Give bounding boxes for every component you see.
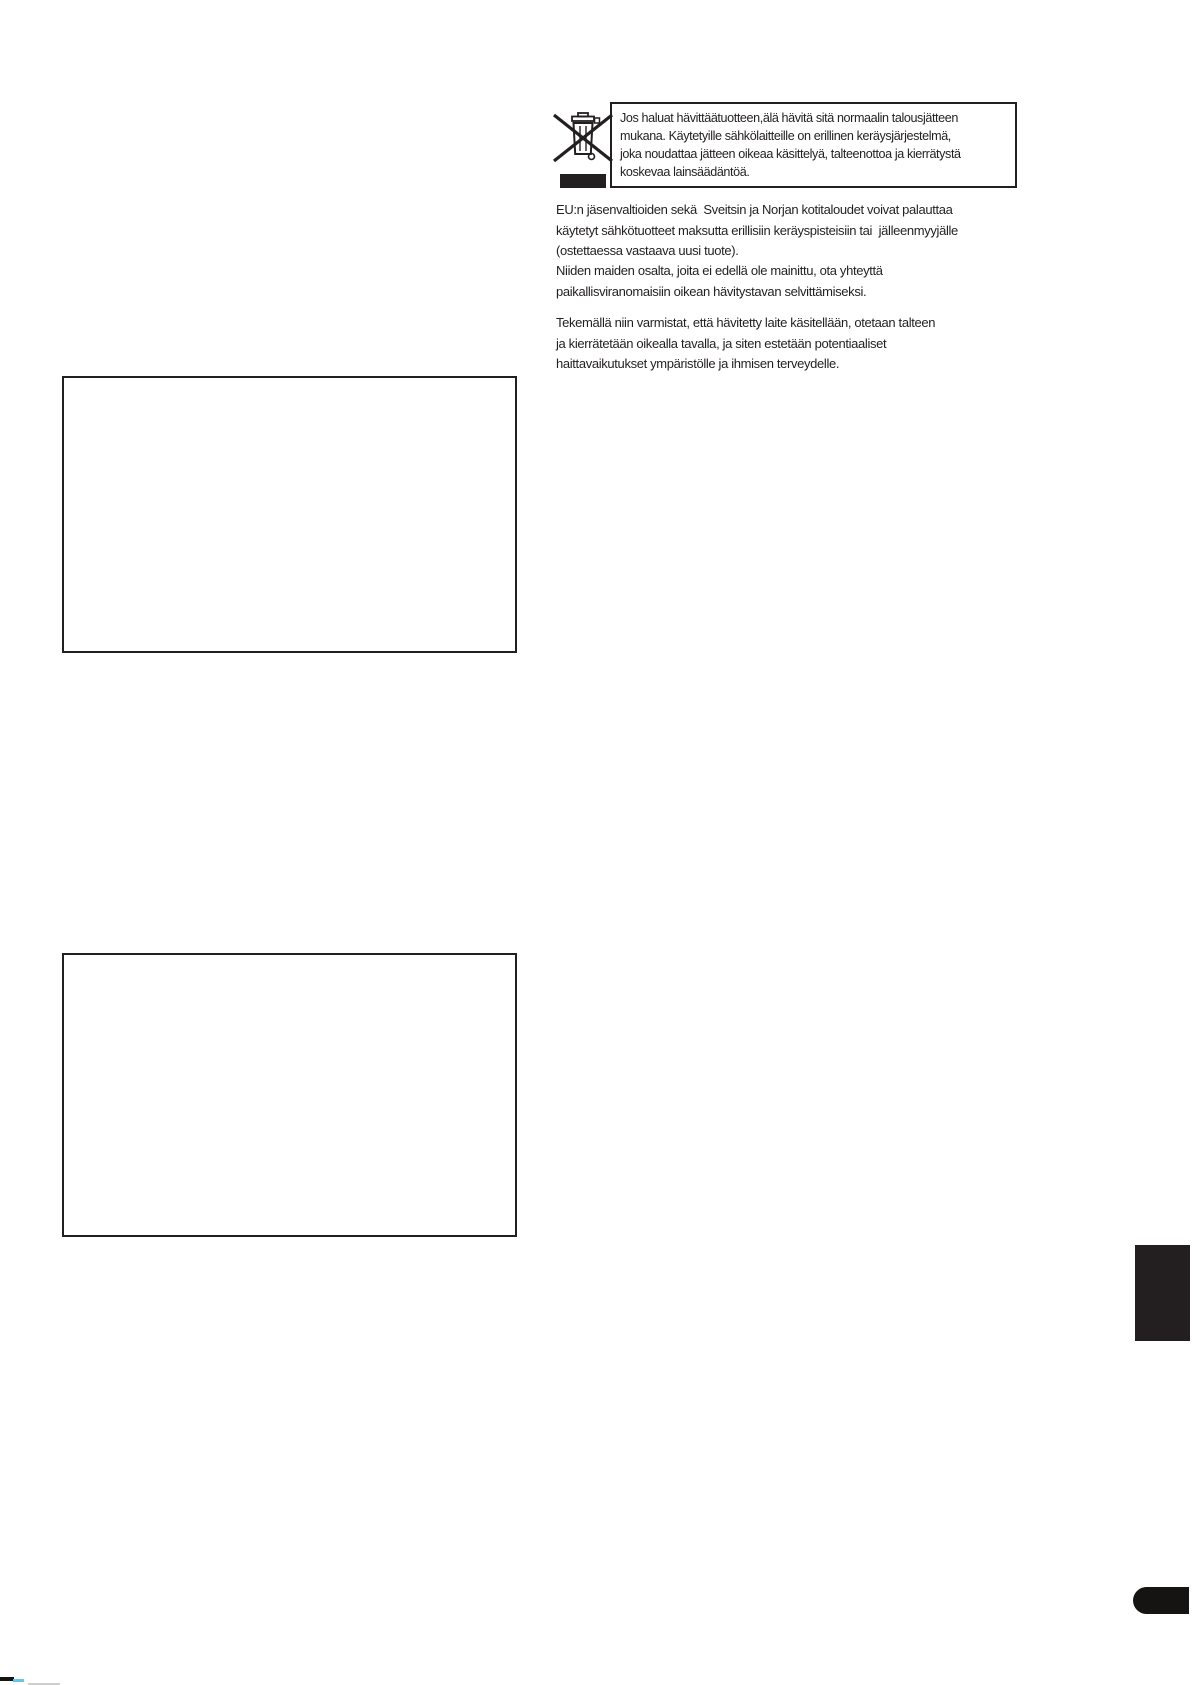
weee-black-bar: [560, 174, 606, 188]
section-edge-tab: [1135, 1245, 1190, 1341]
paragraph-eu-return-info: EU:n jäsenvaltioiden sekä Sveitsin ja Norjan kotitaloudet voivat palauttaa käytetyt sähkötuotteet maksutta erillisiin keräyspisteisiin tai jälleenmyyjälle (ostettaessa vastaava uusi tuote).: [556, 202, 958, 258]
registration-mark-blue: [13, 1679, 24, 1682]
weee-crossed-out-wheeled-bin-icon: [551, 153, 615, 170]
registration-mark-black: [0, 1677, 14, 1681]
paragraph-environment-info: Tekemällä niin varmistat, että hävitetty laite käsitellään, otetaan talteen ja kierrätetään oikealla tavalla, ja siten estetään potentiaaliset haittavaikutukset ympäristölle ja ihmisen terveydelle.: [556, 315, 936, 371]
paragraph-other-countries-info: Niiden maiden osalta, joita ei edellä ole mainittu, ota yhteyttä paikallisviranomaisiin oikean hävitystavan selvittämiseksi.: [556, 263, 883, 299]
empty-frame-bottom: [62, 953, 517, 1237]
disposal-notice-box: Jos haluat hävittäätuotteen,älä hävitä sitä normaalin talousjätteen mukana. Käytetyille sähkölaitteille on erillinen keräysjärjestelmä, joka noudattaa jätteen oikeaa käsittelyä, talteenottoa ja kierrätystä koskevaa lainsäädäntöä.: [610, 102, 1017, 188]
page-number-pill: [1133, 1587, 1189, 1614]
weee-symbol: [551, 106, 615, 188]
empty-frame-top: [62, 376, 517, 653]
